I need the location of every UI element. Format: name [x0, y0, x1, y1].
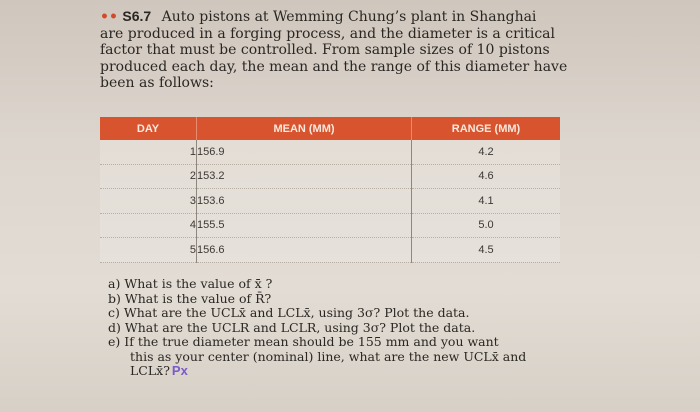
- cell-mean: 155.5: [197, 213, 412, 238]
- px-badge-icon[interactable]: Px: [171, 363, 188, 378]
- question-a: [108, 277, 578, 292]
- question-text: If the true diameter mean should be 155 mm and you want: [124, 334, 499, 349]
- difficulty-dots: ••: [100, 9, 118, 25]
- question-label: d): [108, 319, 121, 335]
- question-label: c): [108, 305, 120, 320]
- question-text: What is the value of R̄?: [124, 290, 272, 306]
- question-list: [108, 277, 578, 379]
- question-text: What is the value of x̄̄ ?: [124, 276, 273, 291]
- question-e-continued: [108, 364, 578, 379]
- cell-day: 3: [100, 189, 197, 214]
- cell-range: 4.5: [412, 238, 561, 263]
- table-row: [100, 213, 560, 238]
- problem-statement: [100, 8, 580, 92]
- cell-day: 5: [100, 238, 197, 263]
- header-range: RANGE (MM): [412, 117, 561, 140]
- question-c: [108, 306, 578, 321]
- table-row: [100, 238, 560, 263]
- question-text: What are the UCLx̄ and LCLx̄, using 3σ? Plot the data.: [123, 305, 470, 320]
- problem-text-line-4: produced each day, the mean and the range of this diameter have: [100, 58, 568, 75]
- cell-range: 4.2: [412, 140, 561, 164]
- cell-day: 2: [100, 164, 197, 189]
- question-e-continued: [108, 350, 578, 365]
- cell-mean: 153.2: [197, 164, 412, 189]
- question-e: [108, 335, 578, 350]
- question-label: e): [108, 334, 121, 349]
- cell-mean: 156.6: [197, 238, 412, 263]
- cell-range: 5.0: [412, 213, 561, 238]
- table-row: [100, 140, 560, 164]
- cell-mean: 153.6: [197, 189, 412, 214]
- cell-day: 1: [100, 140, 197, 164]
- problem-text-line-1: Auto pistons at Wemming Chung’s plant in Shanghai: [161, 9, 537, 25]
- table-row: [100, 164, 560, 189]
- problem-number: S6.7: [122, 8, 152, 24]
- question-b: [108, 292, 578, 307]
- question-label: a): [108, 276, 121, 291]
- table-header-row: [100, 117, 560, 140]
- cell-day: 4: [100, 213, 197, 238]
- cell-range: 4.1: [412, 189, 561, 214]
- header-mean: MEAN (MM): [197, 117, 412, 140]
- data-table: [100, 117, 560, 263]
- problem-text-line-2: are produced in a forging process, and the diameter is a critical: [100, 25, 556, 42]
- question-text: What are the UCLR and LCLR, using 3σ? Plot the data.: [124, 319, 476, 335]
- question-label: b): [108, 290, 121, 306]
- question-d: [108, 321, 578, 336]
- table-row: [100, 189, 560, 214]
- problem-text-line-3: factor that must be controlled. From sample sizes of 10 pistons: [100, 42, 550, 58]
- header-day: DAY: [100, 117, 197, 140]
- problem-text-line-5: been as follows:: [100, 75, 214, 91]
- cell-mean: 156.9: [197, 140, 412, 164]
- question-text: LCLx̄?: [130, 363, 170, 378]
- question-text: this as your center (nominal) line, what are the new UCLx̄ and: [130, 348, 527, 364]
- cell-range: 4.6: [412, 164, 561, 189]
